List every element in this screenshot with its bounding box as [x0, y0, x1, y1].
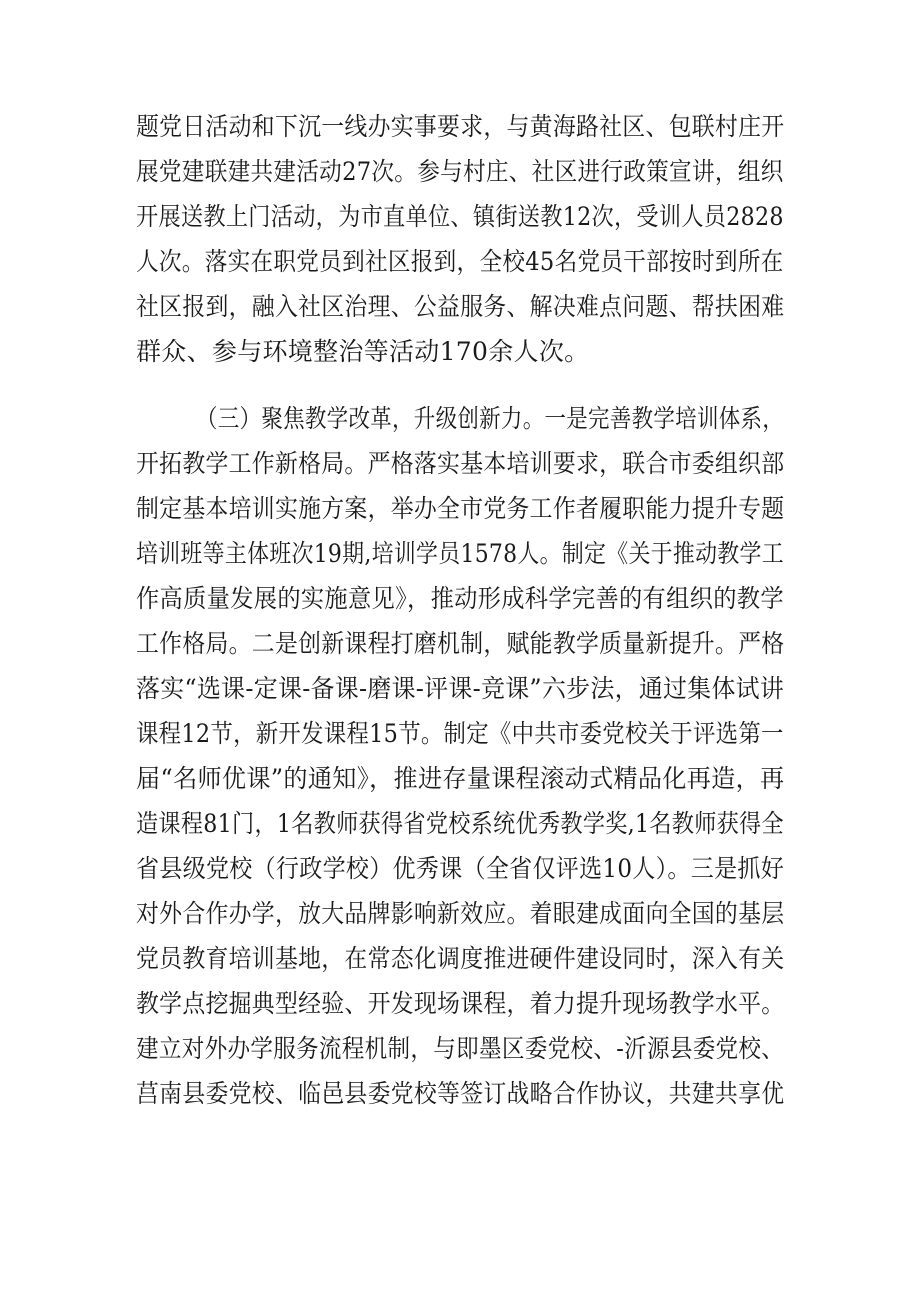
text-line: 届“名师优课”的通知》，推进存量课程滚动式精品化再造，再: [136, 764, 785, 793]
text-line: 群众、参与环境整治等活动170余人次。: [136, 337, 590, 366]
text-line: 落实“选课-定课-备课-磨课-评课-竞课”六步法，通过集体试讲: [136, 674, 785, 703]
text-line: 教学点挖掘典型经验、开发现场课程，着力提升现场教学水平。: [136, 989, 785, 1018]
text-line: 党员教育培训基地，在常态化调度推进硬件建设同时，深入有关: [136, 944, 785, 973]
text-line: 题党日活动和下沉一线办实事要求，与黄海路社区、包联村庄开: [136, 112, 785, 141]
text-line: 建立对外办学服务流程机制，与即墨区委党校、-沂源县委党校、: [136, 1034, 785, 1063]
text-line: 工作格局。二是创新课程打磨机制，赋能教学质量新提升。严格: [136, 629, 785, 658]
text-line: 展党建联建共建活动27次。参与村庄、社区进行政策宣讲，组织: [136, 157, 784, 186]
text-line: 开展送教上门活动，为市直单位、镇街送教12次，受训人员2828: [136, 202, 784, 231]
text-line: 开拓教学工作新格局。严格落实基本培训要求，联合市委组织部: [136, 449, 785, 478]
text-line: 社区报到，融入社区治理、公益服务、解决难点问题、帮扶困难: [136, 292, 785, 321]
text-line: 省县级党校（行政学校）优秀课（全省仅评选10人）。三是抓好: [136, 854, 785, 883]
text-line: 莒南县委党校、临邑县委党校等签订战略合作协议，共建共享优: [136, 1079, 785, 1108]
text-line: 对外合作办学，放大品牌影响新效应。着眼建成面向全国的基层: [136, 899, 785, 928]
text-line: 制定基本培训实施方案，举办全市党务工作者履职能力提升专题: [136, 494, 785, 523]
text-line: 课程12节，新开发课程15节。制定《中共市委党校关于评选第一: [136, 719, 784, 748]
text-line: 作高质量发展的实施意见》，推动形成科学完善的有组织的教学: [136, 584, 784, 613]
text-line: 造课程81门，1名教师获得省党校系统优秀教学奖,1名教师获得全: [136, 809, 784, 838]
text-line: 培训班等主体班次19期,培训学员1578人。制定《关于推动教学工: [136, 539, 784, 568]
text-line: （三）聚焦教学改革，升级创新力。一是完善教学培训体系，: [196, 404, 785, 433]
text-line: 人次。落实在职党员到社区报到，全校45名党员干部按时到所在: [136, 247, 784, 276]
